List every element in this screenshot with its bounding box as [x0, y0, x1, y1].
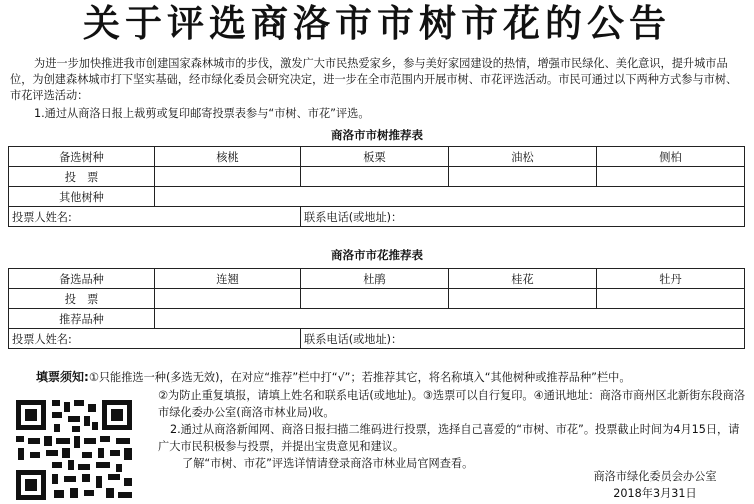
- table-row: [9, 269, 745, 289]
- table-row: [9, 289, 745, 309]
- flower-candidate-4: 牡丹: [597, 269, 745, 289]
- notice-title: 关于评选商洛市市树市花的公告: [83, 2, 671, 45]
- flower-other-field[interactable]: [155, 309, 745, 329]
- table-row: [9, 309, 745, 329]
- flower-vote-box-1[interactable]: [155, 289, 301, 309]
- details-hint: 了解“市树、市花”评选详情请登录商洛市林业局官网查看。: [182, 457, 474, 470]
- instruction-notes: [158, 387, 748, 472]
- tree-table-title: 商洛市市树推荐表: [331, 128, 423, 142]
- tree-candidate-1: 核桃: [155, 147, 301, 167]
- flower-voter-name-field[interactable]: 投票人姓名:: [9, 329, 301, 349]
- tree-vote-box-2[interactable]: [301, 167, 449, 187]
- tree-vote-label: 投 票: [9, 167, 155, 187]
- flower-voter-contact-field[interactable]: 联系电话(或地址)：: [301, 329, 745, 349]
- table-row: [9, 207, 745, 227]
- flower-vote-box-4[interactable]: [597, 289, 745, 309]
- tree-voter-contact-field[interactable]: 联系电话(或地址)：: [301, 207, 745, 227]
- flower-vote-label: 投 票: [9, 289, 155, 309]
- flower-other-label: 推荐品种: [9, 309, 155, 329]
- tree-vote-box-3[interactable]: [449, 167, 597, 187]
- qr-code-icon[interactable]: [12, 398, 136, 502]
- flower-vote-box-3[interactable]: [449, 289, 597, 309]
- flower-vote-table: [8, 268, 745, 349]
- fill-instructions-label: 填票须知:: [36, 370, 89, 384]
- tree-vote-table: [8, 146, 745, 227]
- tree-voter-name-field[interactable]: 投票人姓名:: [9, 207, 301, 227]
- tree-other-field[interactable]: [155, 187, 745, 207]
- flower-header-cell: 备选品种: [9, 269, 155, 289]
- instruction-line-2: ②为防止重复填报，请填上姓名和联系电话(或地址)。③选票可以自行复印。④通讯地址：商洛市商州区北新街东段商洛市绿化委办公室(商洛市林业局)收。: [158, 389, 746, 419]
- fill-instructions: [36, 369, 750, 386]
- table-row: [9, 187, 745, 207]
- flower-candidate-3: 桂花: [449, 269, 597, 289]
- issuing-organization: 商洛市绿化委员会办公室: [593, 470, 717, 483]
- tree-candidate-2: 板栗: [301, 147, 449, 167]
- flower-vote-box-2[interactable]: [301, 289, 449, 309]
- table-row: [9, 329, 745, 349]
- table-row: [9, 147, 745, 167]
- signature-block: [560, 468, 750, 502]
- tree-vote-box-1[interactable]: [155, 167, 301, 187]
- method-two-text: 2.通过从商洛新闻网、商洛日报扫描二维码进行投票，选择自己喜爱的“市树、市花”。投票截止时间为4月15日，请广大市民积极参与投票，并提出宝贵意见和建议。: [158, 423, 740, 453]
- flower-table-title: 商洛市市花推荐表: [331, 248, 423, 262]
- issue-date: 2018年3月31日: [613, 487, 697, 500]
- tree-header-cell: 备选树种: [9, 147, 155, 167]
- method-one-text: 1.通过从商洛日报上裁剪或复印邮寄投票表参与“市树、市花”评选。: [34, 107, 370, 120]
- tree-candidate-3: 油松: [449, 147, 597, 167]
- flower-candidate-1: 连翘: [155, 269, 301, 289]
- instruction-line-1: ①只能推选一种(多选无效)，在对应“推荐”栏中打“√”；若推荐其它，将名称填入“其他树种或推荐品种”栏中。: [88, 371, 631, 384]
- tree-vote-box-4[interactable]: [597, 167, 745, 187]
- flower-candidate-2: 杜鹃: [301, 269, 449, 289]
- intro-paragraph: 为进一步加快推进我市创建国家森林城市的步伐，激发广大市民热爱家乡，参与美好家园建设的热情，增强市民绿化、美化意识，提升城市品位，为创建森林城市打下坚实基础，经市绿化委员会研究决定，进一步在全市范围内开展市树、市花评选活动。市民可通过以下两种方式参与市树、市花评选活动：: [10, 57, 738, 102]
- tree-candidate-4: 侧柏: [597, 147, 745, 167]
- table-row: [9, 167, 745, 187]
- tree-other-label: 其他树种: [9, 187, 155, 207]
